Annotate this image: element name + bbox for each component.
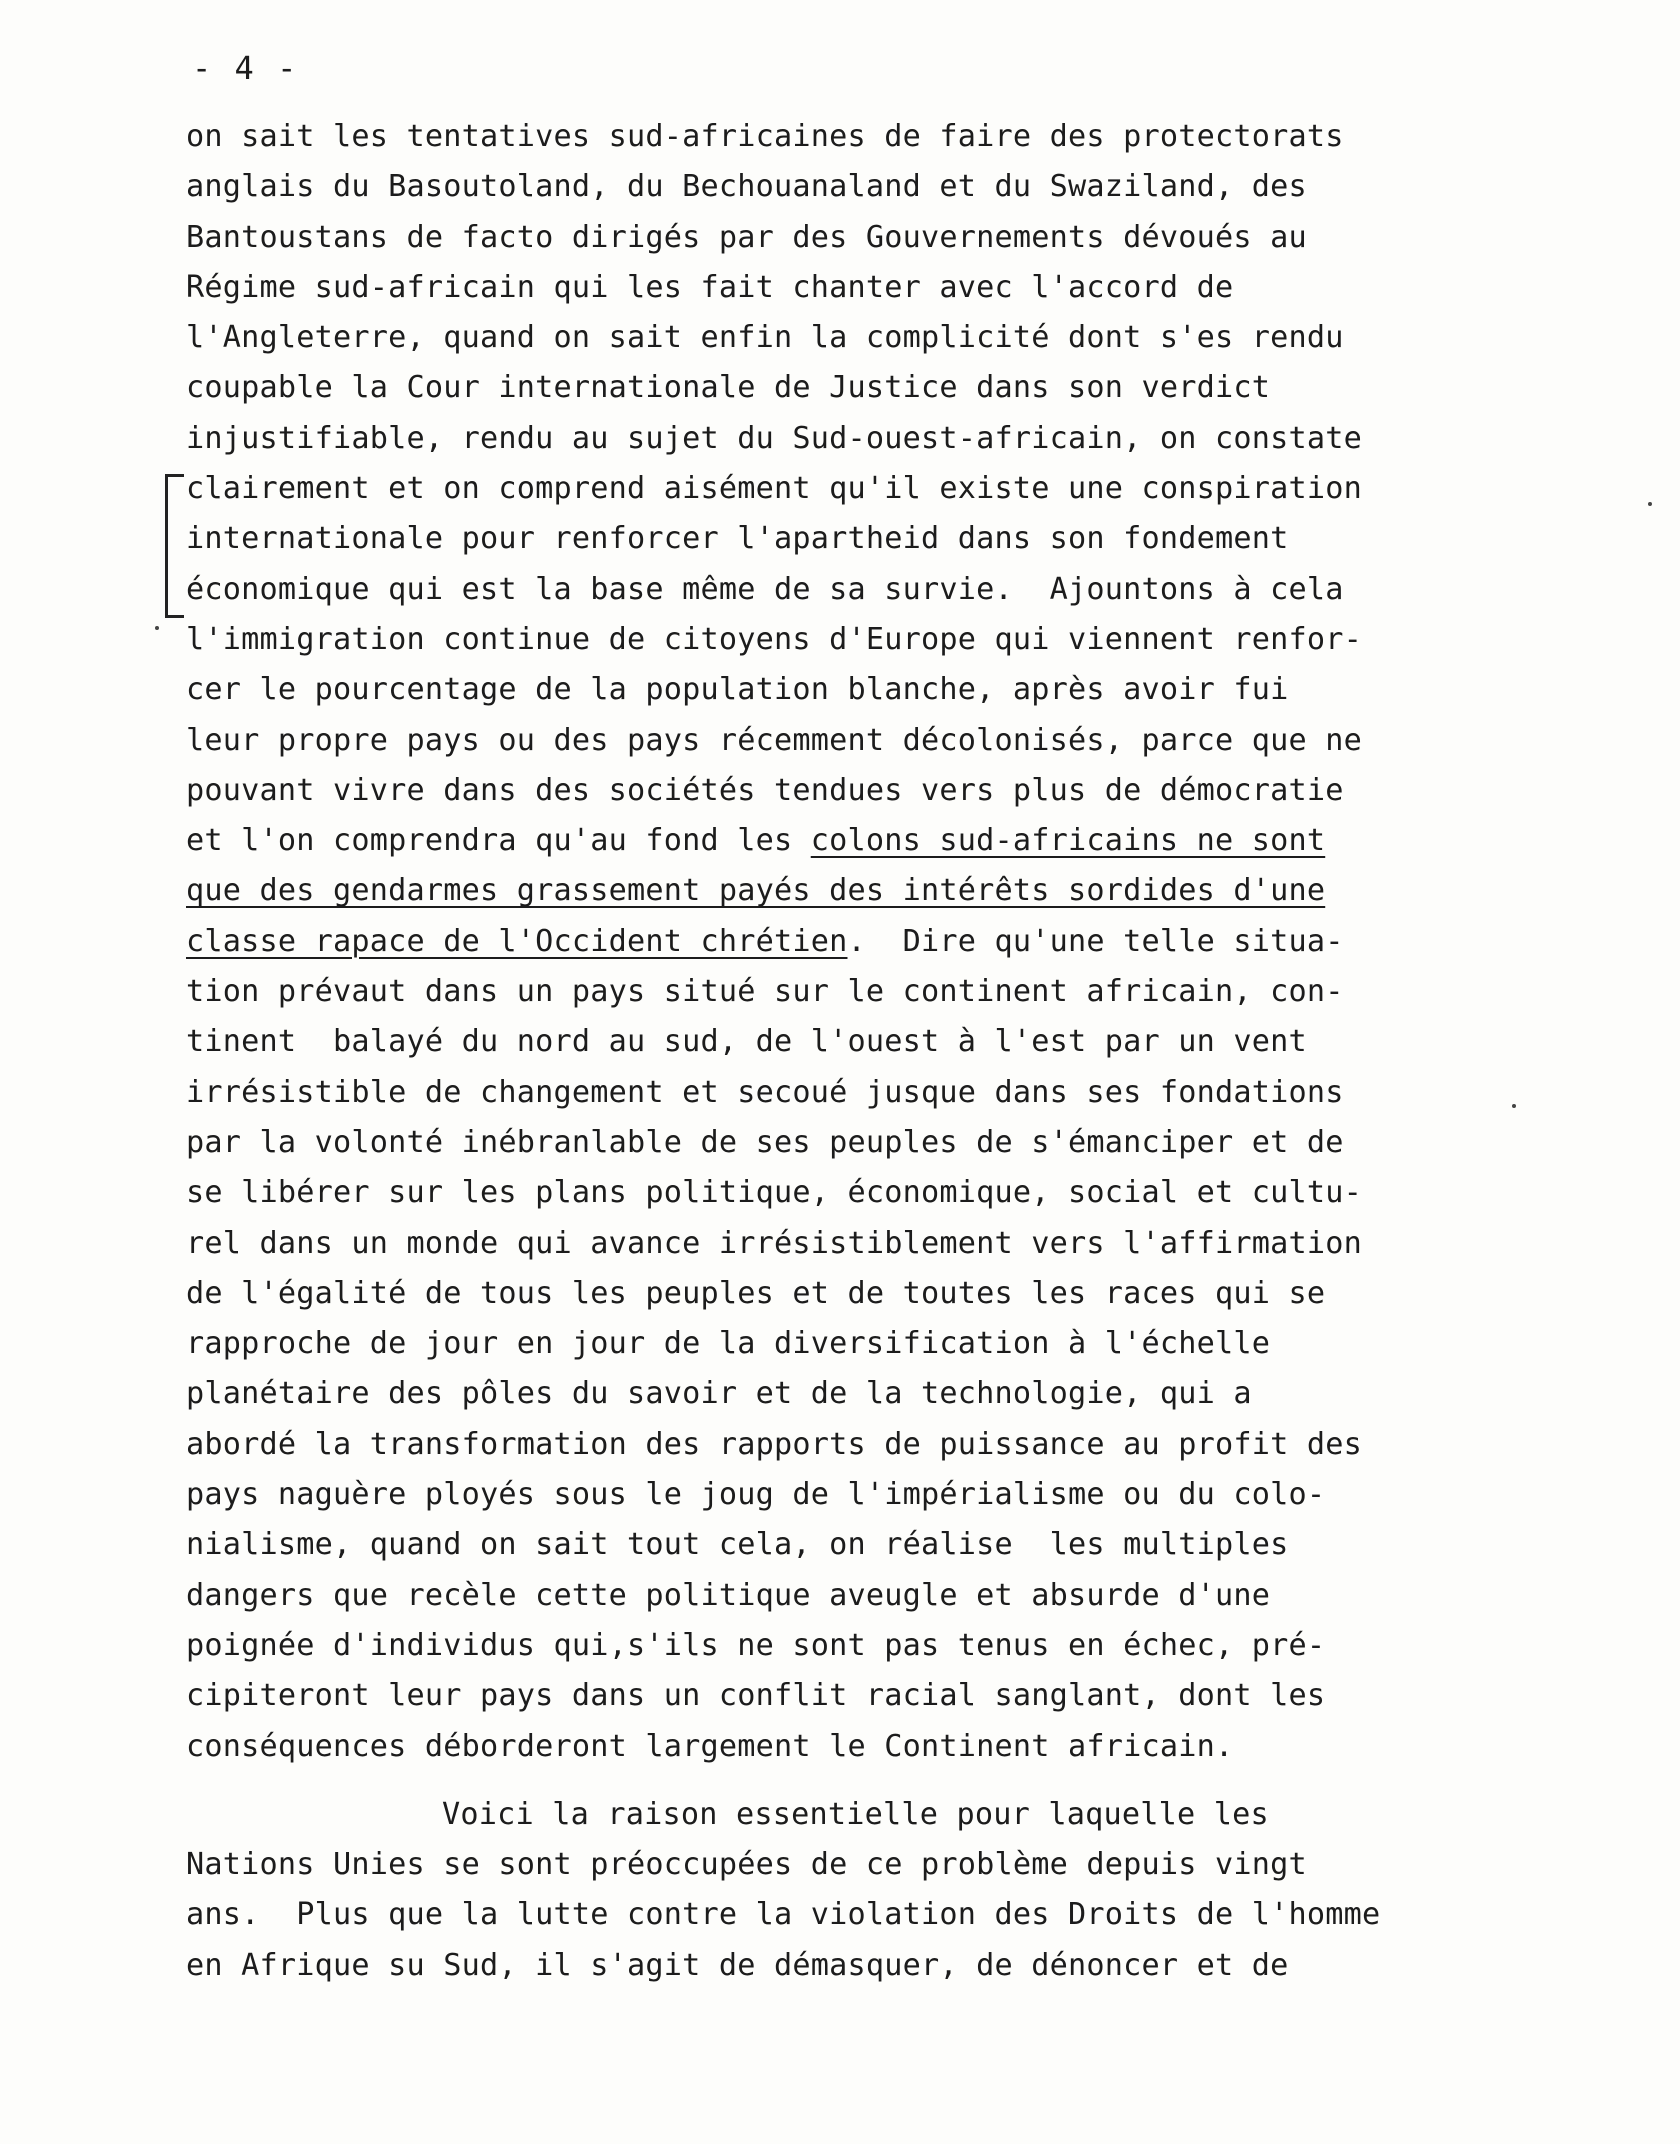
body-text (186, 112, 1526, 1991)
text-segment: tinent balayé du nord au sud, de l'ouest à l'est par un vent (186, 1024, 1307, 1060)
text-line (186, 1068, 1526, 1118)
text-segment: abordé la transformation des rapports de puissance au profit des (186, 1426, 1362, 1462)
scan-speck (1648, 502, 1652, 506)
text-segment: pouvant vivre dans des sociétés tendues vers plus de démocratie (186, 772, 1344, 808)
text-segment: économique qui est la base même de sa survie. Ajountons à cela (186, 571, 1344, 607)
text-segment: pays naguère ployés sous le joug de l'impérialisme ou du colo- (186, 1477, 1326, 1513)
text-line (186, 1420, 1526, 1470)
text-line (186, 1941, 1526, 1991)
text-line (186, 1470, 1526, 1520)
text-line (186, 112, 1526, 162)
text-line (186, 363, 1526, 413)
text-line (186, 263, 1526, 313)
margin-bracket-mark (165, 474, 184, 618)
text-line (186, 1671, 1526, 1721)
text-segment: Nations Unies se sont préoccupées de ce problème depuis vingt (186, 1847, 1307, 1883)
text-line (186, 866, 1526, 916)
underlined-text: que des gendarmes grassement payés des intérêts sordides d'une (186, 873, 1326, 909)
paragraph (186, 1790, 1526, 1991)
text-segment: rel dans un monde qui avance irrésistiblement vers l'affirmation (186, 1225, 1362, 1261)
text-segment: nialisme, quand on sait tout cela, on réalise les multiples (186, 1527, 1289, 1563)
underlined-text: classe rapace de l'Occident chrétien (186, 923, 848, 959)
text-line (186, 213, 1526, 263)
text-line (186, 1017, 1526, 1067)
text-line (186, 313, 1526, 363)
text-segment: dangers que recèle cette politique aveugle et absurde d'une (186, 1577, 1271, 1613)
text-line (186, 967, 1526, 1017)
text-line (186, 464, 1526, 514)
text-segment: coupable la Cour internationale de Justice dans son verdict (186, 370, 1271, 406)
text-segment: Régime sud-africain qui les fait chanter avec l'accord de (186, 269, 1234, 305)
text-line (186, 1168, 1526, 1218)
text-line (186, 1319, 1526, 1369)
underlined-text: colons sud-africains ne sont (810, 823, 1326, 859)
text-segment: planétaire des pôles du savoir et de la technologie, qui a (186, 1376, 1252, 1412)
text-line (186, 514, 1526, 564)
text-line (186, 1219, 1526, 1269)
text-line (186, 1722, 1526, 1772)
paragraph (186, 112, 1526, 1772)
text-segment: Voici la raison essentielle pour laquelle les (442, 1796, 1269, 1832)
text-segment: Bantoustans de facto dirigés par des Gouvernements dévoués au (186, 219, 1307, 255)
paragraph-gap (186, 1772, 1526, 1790)
text-segment: leur propre pays ou des pays récemment décolonisés, parce que ne (186, 722, 1362, 758)
scan-speck (155, 626, 159, 630)
text-line (186, 162, 1526, 212)
text-segment: conséquences déborderont largement le Continent africain. (186, 1728, 1234, 1764)
text-segment: se libérer sur les plans politique, économique, social et cultu- (186, 1175, 1362, 1211)
text-segment: . Dire qu'une telle situa- (847, 923, 1344, 959)
text-segment: internationale pour renforcer l'apartheid dans son fondement (186, 521, 1289, 557)
text-line (186, 1840, 1526, 1890)
text-line (186, 1369, 1526, 1419)
text-line (186, 816, 1526, 866)
text-segment: on sait les tentatives sud-africaines de faire des protectorats (186, 119, 1344, 154)
text-line (186, 1890, 1526, 1940)
text-segment: injustifiable, rendu au sujet du Sud-ouest-africain, on constate (186, 420, 1362, 456)
text-segment: tion prévaut dans un pays situé sur le continent africain, con- (186, 974, 1344, 1010)
text-segment: ans. Plus que la lutte contre la violation des Droits de l'homme (186, 1897, 1381, 1933)
text-segment: rapproche de jour en jour de la diversification à l'échelle (186, 1326, 1271, 1362)
text-line (186, 665, 1526, 715)
text-line (186, 1571, 1526, 1621)
text-segment: et l'on comprendra qu'au fond les (186, 823, 811, 859)
text-segment: l'immigration continue de citoyens d'Europe qui viennent renfor- (186, 621, 1362, 657)
text-line (186, 414, 1526, 464)
text-segment: poignée d'individus qui,s'ils ne sont pas tenus en échec, pré- (186, 1627, 1326, 1663)
text-line (186, 917, 1526, 967)
text-segment: cipiteront leur pays dans un conflit racial sanglant, dont les (186, 1678, 1326, 1714)
text-line (186, 716, 1526, 766)
text-segment: cer le pourcentage de la population blanche, après avoir fui (186, 672, 1289, 708)
text-segment: de l'égalité de tous les peuples et de toutes les races qui se (186, 1275, 1326, 1311)
text-line (186, 615, 1526, 665)
text-line (186, 1269, 1526, 1319)
text-segment: clairement et on comprend aisément qu'il existe une conspiration (186, 471, 1362, 507)
text-line (186, 1790, 1526, 1840)
text-line (186, 766, 1526, 816)
text-segment: par la volonté inébranlable de ses peuples de s'émanciper et de (186, 1124, 1344, 1160)
text-line (186, 1118, 1526, 1168)
page-number: - 4 - (192, 49, 299, 87)
text-line (186, 1621, 1526, 1671)
text-segment: irrésistible de changement et secoué jusque dans ses fondations (186, 1074, 1344, 1110)
text-segment: en Afrique su Sud, il s'agit de démasquer, de dénoncer et de (186, 1947, 1289, 1983)
text-segment: anglais du Basoutoland, du Bechouanaland et du Swaziland, des (186, 169, 1307, 205)
text-line (186, 1520, 1526, 1570)
text-segment: l'Angleterre, quand on sait enfin la complicité dont s'es rendu (186, 320, 1344, 356)
text-line (186, 565, 1526, 615)
